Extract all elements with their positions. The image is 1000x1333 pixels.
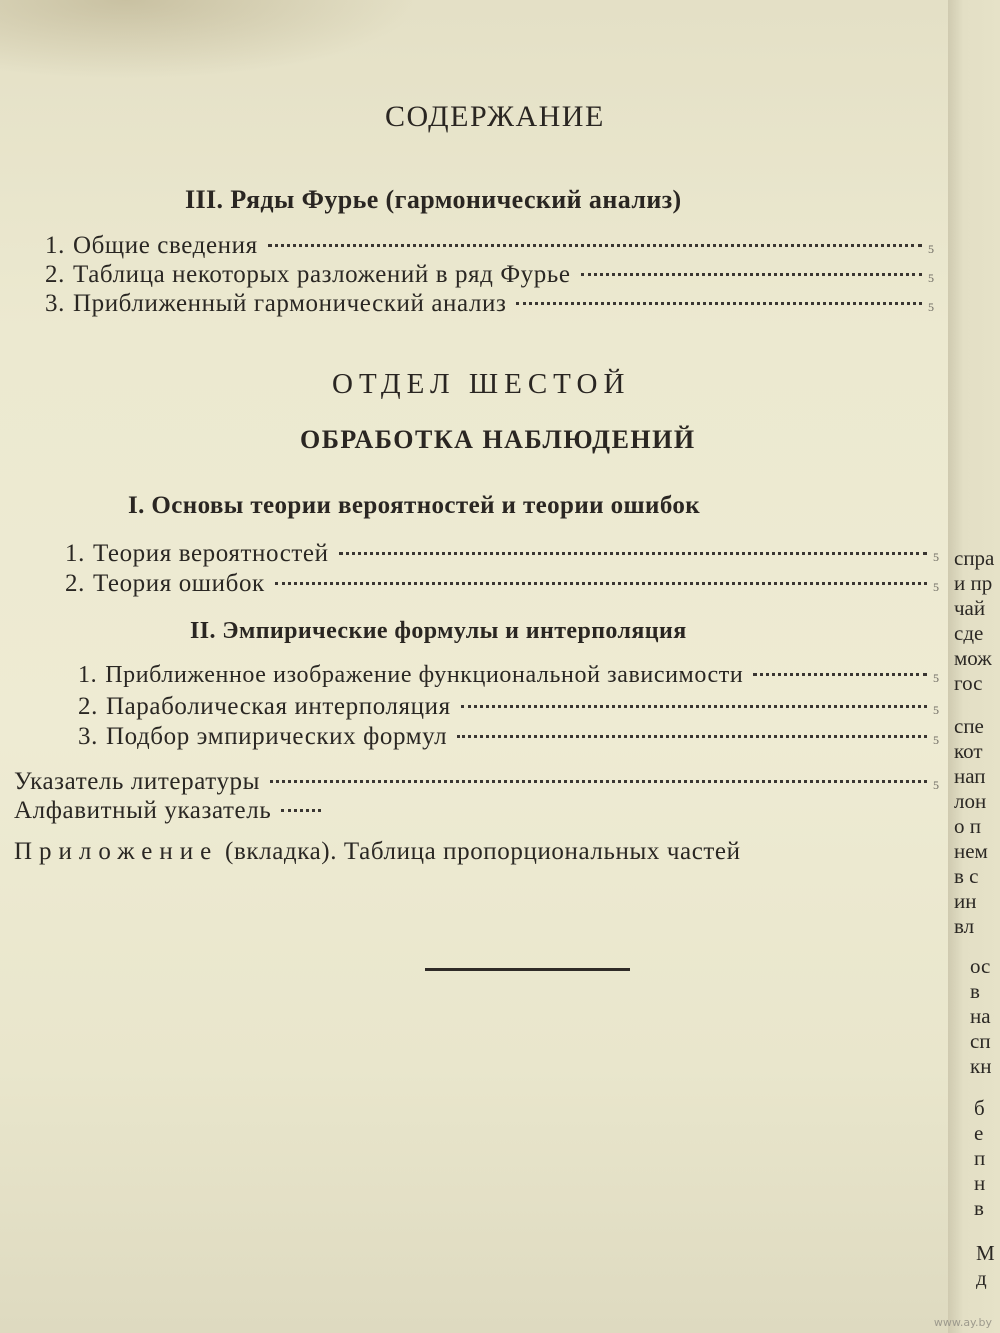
item-number: 1.: [78, 662, 98, 688]
adjacent-text: спра: [954, 546, 995, 570]
appendix-text: (вкладка). Таблица пропорциональных частей: [218, 838, 741, 865]
part-subtitle: ОБРАБОТКА НАБЛЮДЕНИЙ: [300, 425, 696, 454]
adjacent-text: б: [974, 1096, 985, 1120]
adjacent-text: ос: [970, 954, 991, 978]
item-title: Теория ошибок: [92, 570, 265, 597]
toc-title: СОДЕРЖАНИЕ: [385, 100, 605, 133]
toc-item-appendix[interactable]: [14, 838, 914, 872]
dot-leader: [281, 809, 321, 812]
adjacent-text: кн: [970, 1054, 992, 1078]
item-number: 2.: [45, 261, 65, 288]
adjacent-text: кот: [954, 739, 983, 763]
adjacent-text: е: [974, 1121, 984, 1145]
item-title: Приближенное изображение функциональной зависимости: [105, 662, 744, 688]
dot-leader: [270, 780, 927, 783]
page-number: 5: [933, 550, 940, 564]
item-number: 2.: [78, 693, 98, 720]
section-i-heading: I. Основы теории вероятностей и теории ошибок: [128, 492, 701, 519]
item-number: 3.: [78, 723, 98, 750]
item-title: Указатель литературы: [14, 768, 261, 795]
dot-leader: [275, 582, 927, 585]
adjacent-text: гос: [954, 671, 983, 695]
item-number: 3.: [45, 290, 65, 317]
page-number: 5: [928, 300, 935, 314]
item-title: Параболическая интерполяция: [105, 693, 451, 720]
page-number: 5: [933, 733, 940, 747]
adjacent-text: в с: [954, 864, 979, 888]
page-number: 5: [933, 580, 940, 594]
dot-leader: [457, 735, 927, 738]
section-ii-heading: II. Эмпирические формулы и интерполяция: [190, 618, 687, 644]
item-title: Таблица некоторых разложений в ряд Фурье: [72, 261, 571, 288]
adjacent-text: чай: [954, 596, 986, 620]
item-title: Алфавитный указатель: [14, 797, 272, 824]
item-number: 1.: [45, 232, 65, 259]
item-number: 1.: [65, 540, 85, 567]
toc-item[interactable]: [78, 693, 943, 727]
dot-leader: [581, 273, 922, 276]
adjacent-text: нем: [954, 839, 988, 863]
adjacent-text: в: [970, 979, 980, 1003]
adjacent-text: н: [974, 1171, 986, 1195]
toc-item[interactable]: [45, 290, 938, 324]
adjacent-text: М: [976, 1241, 995, 1265]
dot-leader: [753, 673, 927, 676]
adjacent-text: вл: [954, 914, 975, 938]
item-title: Приближенный гармонический анализ: [72, 290, 507, 317]
item-title: Подбор эмпирических формул: [105, 723, 448, 750]
adjacent-text: и пр: [954, 571, 993, 595]
section-iii-heading: III. Ряды Фурье (гармонический анализ): [185, 185, 682, 214]
watermark: www.ay.by: [933, 1316, 992, 1329]
adjacent-text: мож: [954, 646, 992, 670]
adjacent-text: в: [974, 1196, 984, 1220]
dot-leader: [339, 552, 927, 555]
page-number: 5: [928, 271, 935, 285]
part-title: ОТДЕЛ ШЕСТОЙ: [332, 368, 631, 400]
toc-item[interactable]: [65, 570, 943, 604]
adjacent-text: спе: [954, 714, 984, 738]
toc-item[interactable]: [78, 723, 943, 757]
item-title: Общие сведения: [72, 232, 258, 259]
item-title: Теория вероятностей: [92, 540, 329, 567]
adjacent-text: п: [974, 1146, 986, 1170]
page-number: 5: [928, 242, 935, 256]
page-number: 5: [933, 671, 940, 685]
adjacent-text: нап: [954, 764, 986, 788]
adjacent-text: ин: [954, 889, 977, 913]
appendix-label: Приложение: [14, 838, 219, 865]
adjacent-text: сде: [954, 621, 984, 645]
adjacent-text: д: [976, 1266, 987, 1290]
page-number: 5: [933, 778, 940, 792]
adjacent-text: на: [970, 1004, 991, 1028]
adjacent-text: лон: [954, 789, 987, 813]
adjacent-page: [948, 0, 1000, 1333]
dot-leader: [461, 705, 927, 708]
dot-leader: [516, 302, 922, 305]
adjacent-text: сп: [970, 1029, 991, 1053]
toc-item[interactable]: [65, 540, 943, 574]
toc-item[interactable]: [78, 662, 943, 696]
dot-leader: [268, 244, 922, 247]
page-number: 5: [933, 703, 940, 717]
adjacent-text: о п: [954, 814, 981, 838]
end-rule: [425, 968, 630, 971]
toc-item-index[interactable]: [14, 797, 943, 831]
item-number: 2.: [65, 570, 85, 597]
